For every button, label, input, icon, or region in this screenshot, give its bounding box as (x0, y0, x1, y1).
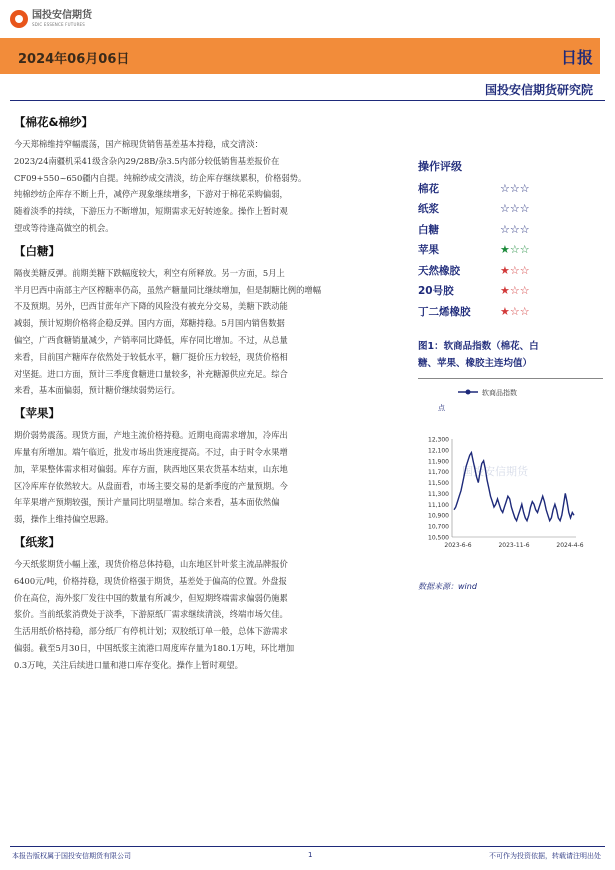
body-line: 望或等待逢高做空的机会。 (14, 222, 114, 233)
y-tick-label: 11,300 (428, 490, 449, 498)
star-icon: ☆ (500, 222, 510, 236)
footer-divider (10, 846, 605, 847)
body-line: 生活用纸价格持稳，部分纸厂有停机计划；双胶纸订单一般，总体下游需求 (14, 626, 288, 637)
institute-name: 国投安信期货研究院 (484, 83, 593, 97)
legend-label: 软商品指数 (482, 388, 517, 397)
figure-divider (418, 378, 603, 379)
body-line: 纯棉纱纺企库存不断上升，减停产现象继续增多，下游对于棉花采购偏弱， (14, 189, 288, 200)
rating-row (418, 178, 603, 199)
star-icon: ☆ (519, 284, 530, 298)
y-tick-label: 10,700 (428, 523, 449, 531)
rating-list (418, 178, 603, 322)
star-rating (500, 182, 530, 195)
section-title: 【苹果】 (14, 406, 60, 421)
body-line: 来看，目前国产糖库存依然处于较低水平，糖厂挺价压力较轻，现货价格相 (14, 351, 288, 362)
star-icon: ☆ (509, 222, 520, 236)
star-icon: ☆ (519, 263, 530, 277)
rating-label: 丁二烯橡胶 (418, 305, 471, 318)
body-line: 今天郑棉维持窄幅震荡，国产棉现货销售基差基本持稳，成交清淡： (14, 139, 263, 149)
page-number: 1 (308, 851, 313, 859)
body-line: 减弱，预计短期价格将企稳反弹。国内方面，郑糖持稳。5月国内销售数据 (14, 318, 285, 329)
sidebar (418, 108, 603, 592)
body-line: 区冷库库存依然较大。从盘面看，市场主要交易的是新季度的产量预期。今 (14, 480, 288, 491)
rating-row (418, 301, 603, 322)
section-title: 【纸浆】 (14, 534, 60, 549)
report-date: 2024年06月06日 (18, 52, 130, 67)
figure-title (418, 338, 603, 372)
rating-label: 天然橡胶 (418, 264, 460, 277)
y-tick-label: 11,500 (428, 479, 449, 487)
watermark: 国投安信期货 (462, 464, 528, 478)
section-title: 【棉花&棉纱】 (14, 115, 94, 129)
body-line: 半月巴西中南部主产区榨糖率仍高，虽然产糖量同比继续增加，但是制糖比例的增幅 (14, 284, 321, 295)
rating-row (418, 281, 603, 302)
star-rating (500, 243, 530, 256)
body-line: 0.3万吨，关注后续进口量和港口库存变化。操作上暂时观望。 (14, 659, 243, 670)
data-source: 数据来源：wind (418, 581, 477, 591)
body-line: 今天纸浆期货小幅上涨，现货价格总体持稳，山东地区针叶浆主流品牌报价 (14, 558, 288, 569)
section-body (14, 265, 404, 399)
figure-title-line-2: 糖、苹果、橡胶主连均值） (418, 357, 533, 369)
section-title: 【白糖】 (14, 243, 60, 258)
report-type: 日报 (560, 48, 593, 67)
body-line: 年苹果增产预期较强，预计产量同比明显增加。综合来看，基本面依然偏 (14, 497, 280, 508)
body-line: 浆价。当前纸浆消费处于淡季，下游原纸厂需求继续清淡，终端市场欠佳。 (14, 609, 288, 620)
disclaimer: 不可作为投资依据，转载请注明出处 (489, 852, 601, 860)
star-icon: ☆ (500, 202, 510, 216)
body-line: 加，苹果整体需求相对偏弱。库存方面，陕西地区果农货基本结束，山东地 (14, 463, 288, 474)
star-rating (500, 202, 530, 215)
x-tick-label: 2024-4-6 (556, 541, 584, 549)
body-line: 不及预期。另外，巴西甘蔗年产下降的风险没有被充分交易，美糖下跌动能 (14, 301, 288, 312)
chart-svg (418, 387, 588, 577)
star-icon: ☆ (509, 243, 520, 257)
body-line: 2023/24南疆机采41级含杂內29/28B/杂3.5内部分较低销售基差报价在 (14, 155, 280, 166)
body-line: 偏弱。截至5月30日，中国纸浆主流港口周度库存量为180.1万吨，环比增加 (14, 642, 295, 653)
soft-commodity-index-chart (418, 387, 588, 577)
x-tick-label: 2023-6-6 (444, 541, 472, 549)
star-icon: ★ (500, 284, 510, 298)
y-tick-label: 10,900 (428, 512, 449, 520)
star-icon: ☆ (519, 181, 530, 195)
company-logo (10, 8, 120, 30)
rating-title: 操作评级 (418, 160, 462, 173)
y-tick-label: 12,100 (428, 446, 449, 454)
star-icon: ☆ (509, 284, 520, 298)
body-line: 随着淡季的持续，下游压力不断增加，短期需求无好转迹象。操作上暂时观 (14, 206, 288, 217)
body-line: 对坚挺。进口方面，预计三季度食糖进口量较多，补充糖源供应充足。综合 (14, 368, 288, 379)
body-line: 库量有所增加。端午临近，批发市场出货速度提高。不过，由于时令水果增 (14, 446, 288, 457)
star-rating (500, 284, 530, 297)
star-icon: ☆ (519, 304, 530, 318)
figure-title-line-1: 图1：软商品指数（棉花、白 (418, 340, 539, 352)
y-tick-label: 11,100 (428, 501, 449, 509)
rating-label: 纸浆 (418, 203, 439, 216)
star-icon: ☆ (509, 304, 520, 318)
body-line: 偏空，广西食糖销量减少，产销率同比降低，库存同比增加。不过，从总量 (14, 334, 288, 345)
y-tick-label: 11,900 (428, 457, 449, 465)
star-icon: ☆ (509, 202, 520, 216)
body-line: 隔夜美糖反弹。前期美糖下跌幅度较大，利空有所释放。另一方面，5月上 (14, 267, 285, 278)
body-line: 价在高位，海外浆厂发往中国的数量有所减少，但短期终端需求偏弱仍施累 (14, 592, 288, 603)
y-tick-label: 10,500 (428, 534, 449, 541)
star-icon: ☆ (509, 181, 520, 195)
star-icon: ☆ (519, 222, 530, 236)
logo-name: 国投安信期货 (32, 10, 92, 21)
legend-marker (466, 389, 471, 394)
star-icon: ☆ (519, 202, 530, 216)
section-body (14, 556, 404, 674)
rating-row (418, 199, 603, 220)
copyright-notice: 本报告版权属于国投安信期货有限公司 (12, 852, 131, 860)
body-line: 弱，操作上维持偏空思路。 (14, 514, 114, 525)
rating-row (418, 219, 603, 240)
rating-row (418, 240, 603, 261)
x-tick-label: 2023-11-6 (498, 541, 530, 549)
star-icon: ★ (500, 263, 510, 277)
body-line: CF09+550~650疆内自提。纯棉纱成交清淡，纺企库存继续累积，价格弱势。 (14, 172, 307, 183)
y-tick-label: 11,700 (428, 468, 449, 476)
body-line: 6400元/吨，价格持稳，现货价格强于期货，基差处于偏高的位置。外盘报 (14, 575, 287, 586)
star-icon: ★ (500, 243, 510, 257)
rating-label: 苹果 (418, 244, 439, 257)
commentary-column (14, 108, 404, 674)
y-tick-label: 12,300 (428, 436, 449, 443)
logo-english-name: SDIC ESSENCE FUTURES (32, 22, 86, 27)
star-icon: ★ (500, 304, 510, 318)
header-divider (10, 100, 605, 101)
y-axis-unit: 点 (438, 403, 445, 412)
series-line (454, 452, 574, 520)
star-icon: ☆ (509, 263, 520, 277)
section-body (14, 427, 404, 528)
star-rating (500, 223, 530, 236)
rating-label: 20号胶 (418, 285, 454, 298)
star-rating (500, 305, 530, 318)
rating-row (418, 260, 603, 281)
logo-icon (10, 10, 28, 28)
body-line: 来看，基本面偏弱，预计糖价继续弱势运行。 (14, 385, 180, 396)
star-icon: ☆ (519, 243, 530, 257)
body-line: 期价弱势震荡。现货方面，产地主流价格持稳。近期电商需求增加，冷库出 (14, 430, 288, 441)
star-icon: ☆ (500, 181, 510, 195)
rating-label: 棉花 (418, 182, 439, 195)
section-body (14, 136, 404, 237)
rating-label: 白糖 (418, 223, 439, 236)
star-rating (500, 264, 530, 277)
